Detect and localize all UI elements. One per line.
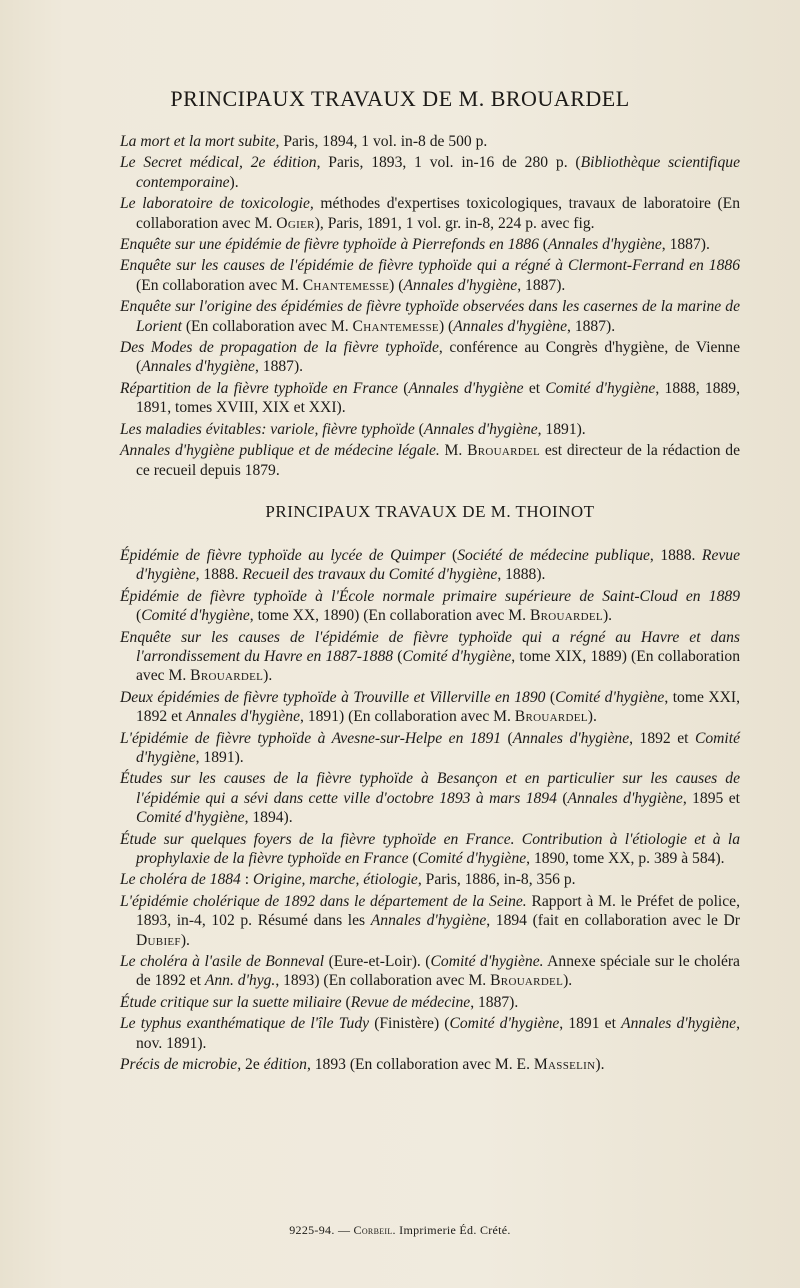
entry-text: ), Paris, 1891, 1 vol. gr. in-8, 224 p. avec fig.: [314, 214, 595, 232]
entry-text: , 1888).: [497, 566, 546, 584]
entry-title-text: Le laboratoire de toxicologie,: [120, 195, 314, 213]
entry-title-text: Annales d'hygiène: [567, 789, 683, 807]
entry-title-text: Comité d'hygiène: [136, 729, 740, 766]
entry-text: ).: [229, 173, 239, 191]
entry-title-text: Le typhus exanthématique de l'île Tudy: [120, 1015, 370, 1033]
page-header: PRINCIPAUX TRAVAUX DE M. BROUARDEL: [170, 86, 630, 111]
entry-text: , 1888, 1889, 1891, tomes XVIII, XIX et XXI).: [136, 379, 740, 417]
entry-title-text: Comité d'hygiène: [545, 379, 656, 397]
bibliography-entry: [120, 830, 740, 869]
entry-text: ).: [587, 708, 597, 726]
entry-title-text: Comité d'hygiène: [402, 647, 512, 665]
author-name: Dubief: [136, 931, 181, 949]
entry-title-text: Annales d'hygiène: [408, 379, 524, 397]
entry-text: , tome XX, 1890) (En collaboration avec M.: [249, 607, 530, 625]
entry-text: (Finistère) (: [369, 1015, 450, 1033]
entry-text: , Paris, 1894, 1 vol. in-8 de 500 p.: [275, 133, 488, 150]
entry-text: , 2e: [237, 1056, 264, 1074]
entry-text: , 1891).: [537, 420, 586, 438]
bibliography-entry: [120, 235, 740, 254]
entry-text: , 1891).: [195, 748, 244, 766]
entry-text: (: [136, 607, 142, 625]
entry-title-text: Comité d'hygiène.: [430, 953, 544, 971]
bibliography-entry: [120, 587, 740, 626]
entry-text: (: [414, 420, 424, 438]
entry-text: , 1894).: [244, 809, 293, 827]
entry-title-text: Enquête sur les causes de l'épidémie de fièvre typhoïde qui a régné au Havre et dans l'arrondissement du Havre en 1887-1888: [120, 628, 740, 665]
entry-title-text: édition: [263, 1056, 307, 1074]
entry-text: Annexe spéciale sur le choléra de 1892 et: [136, 953, 740, 990]
entry-title-text: Annales d'hygiène: [186, 708, 301, 726]
author-name: Brouardel: [514, 708, 588, 726]
bibliography-entry: [120, 1014, 740, 1053]
entry-title-text: Bibliothèque scientifique contemporaine: [136, 154, 741, 191]
entry-title-text: Comité d'hygiène: [141, 607, 250, 625]
entry-title-text: Les maladies évitables: variole, fièvre typhoïde: [120, 420, 415, 438]
entry-title-text: Annales d'hygiène: [370, 912, 487, 930]
author-name: Chantemesse: [302, 276, 390, 294]
entry-text: , nov. 1891).: [136, 1015, 740, 1052]
entry-text: (En collaboration avec M.: [181, 317, 353, 335]
bibliography-entry: [120, 153, 740, 192]
entry-title-text: Épidémie de fièvre typhoïde à l'École normale primaire supérieure de Saint-Cloud en 1889: [120, 587, 740, 605]
entry-text: , tome XXI, 1892 et: [136, 688, 740, 726]
entry-title-text: Épidémie de fièvre typhoïde au lycée de Quimper: [120, 546, 446, 564]
entry-text: ) (: [389, 276, 404, 294]
entry-text: , 1887).: [567, 317, 616, 335]
entry-title-text: Études sur les causes de la fièvre typhoïde à Besançon et en particulier sur les causes de l'épidémie qui a sévi dans cette ville d'octobre 1893 à mars 1894: [120, 770, 740, 807]
bibliography-entry: [120, 1055, 740, 1074]
thoinot-bibliography: [120, 546, 740, 1075]
bibliography-entry: [120, 729, 740, 768]
entry-title-text: Annales d'hygiène: [621, 1015, 737, 1033]
entry-text: , Paris, 1893, 1 vol. in-16 de 280 p. (: [316, 154, 581, 172]
bibliography-entry: [120, 952, 740, 991]
entry-text: (: [445, 546, 458, 564]
entry-title-text: Annales d'hygiène: [141, 358, 255, 376]
author-name: Ogier: [276, 214, 315, 232]
entry-title-text: Revue d'hygiène: [136, 546, 741, 584]
entry-text: (En collaboration avec M.: [136, 276, 303, 294]
entry-title-text: Le Secret médical, 2e édition: [120, 154, 317, 172]
bibliography-entry: [120, 769, 740, 827]
entry-title-text: Comité d'hygiène: [449, 1015, 560, 1033]
entry-title-text: Comité d'hygiène: [555, 688, 665, 706]
entry-text: , 1887).: [661, 236, 710, 254]
bibliography-entry: [120, 256, 740, 295]
entry-title-text: Comité d'hygiène: [136, 809, 245, 827]
entry-text: ).: [595, 1056, 605, 1074]
entry-title-text: Enquête sur une épidémie de fièvre typhoïde à Pierrefonds en 1886: [120, 236, 539, 254]
printer-footer: [0, 1223, 800, 1238]
footer-dash: —: [334, 1223, 354, 1237]
entry-title-text: Le choléra à l'asile de Bonneval: [120, 953, 325, 971]
entry-title-text: Annales d'hygiène: [403, 276, 518, 294]
entry-title-text: Comité d'hygiène: [417, 850, 527, 867]
bibliography-entry: [120, 870, 740, 889]
bibliography-entry: [120, 132, 740, 151]
entry-title-text: Enquête sur l'origine des épidémies de fièvre typhoïde observées dans les casernes de la marine de Lorient: [120, 298, 740, 335]
brouardel-bibliography: [120, 132, 740, 480]
author-name: Brouardel: [529, 607, 603, 625]
entry-title-text: Des Modes de propagation de la fièvre typhoïde: [120, 339, 439, 357]
entry-text: , 1887).: [517, 276, 566, 294]
entry-title-text: Société de médecine publique: [457, 546, 650, 564]
entry-title-text: Enquête sur les causes de l'épidémie de fièvre typhoïde qui a régné à Clermont-Ferrand en 1886: [120, 257, 740, 275]
entry-text: , 1894 (fait en collaboration avec le Dr: [486, 912, 741, 930]
entry-text: Rapport à M. le Préfet de police, 1893, in-4, 102 p. Résumé dans les: [136, 892, 740, 930]
entry-text: ).: [180, 931, 190, 949]
entry-title-text: Origine, marche, étiologie: [252, 871, 418, 889]
entry-title-text: Annales d'hygiène: [512, 729, 630, 747]
entry-title-text: L'épidémie cholérique de 1892 dans le département de la Seine.: [120, 892, 527, 910]
entry-text: , 1891 et: [559, 1015, 622, 1033]
entry-text: , 1891) (En collaboration avec M.: [300, 708, 515, 726]
author-name: Chantemesse: [352, 317, 439, 335]
entry-text: ).: [263, 667, 273, 685]
entry-title-text: La mort et la mort subite: [120, 133, 276, 150]
bibliography-entry: [120, 194, 740, 233]
printer-name: Imprimerie Éd. Crété.: [395, 1223, 511, 1237]
entry-title-text: Annales d'hygiène: [423, 420, 538, 438]
entry-text: , 1892 et: [629, 729, 695, 747]
entry-text: , 1890, tome XX, p. 389 à 584).: [526, 850, 725, 867]
entry-text: :: [240, 871, 253, 889]
entry-text: (: [341, 993, 351, 1011]
bibliography-entry: [120, 420, 740, 439]
entry-text: (: [501, 729, 513, 747]
print-number: 9225-94.: [289, 1223, 335, 1237]
entry-title-text: Répartition de la fièvre typhoïde en France: [120, 379, 398, 397]
printer-city: Corbeil.: [353, 1223, 396, 1237]
entry-title-text: Recueil des travaux du Comité d'hygiène: [242, 566, 498, 584]
bibliography-entry: [120, 993, 740, 1012]
entry-title-text: Étude critique sur la suette miliaire: [120, 993, 342, 1011]
entry-text: , conférence au Congrès d'hygiène, de Vienne (: [136, 339, 740, 376]
thoinot-section-title: PRINCIPAUX TRAVAUX DE M. THOINOT: [265, 501, 595, 521]
entry-title-text: L'épidémie de fièvre typhoïde à Avesne-sur-Helpe en 1891: [120, 729, 502, 747]
entry-text: (: [556, 789, 568, 807]
author-name: Masselin: [533, 1056, 596, 1074]
entry-text: ).: [563, 972, 573, 990]
entry-text: et: [523, 379, 546, 397]
author-name: Brouardel: [467, 442, 541, 460]
entry-text: ).: [602, 607, 613, 625]
entry-text: , 1888.: [649, 546, 702, 564]
entry-text: , 1887).: [470, 993, 519, 1011]
bibliography-entry: [120, 441, 740, 480]
entry-text: , tome XIX, 1889) (En collaboration avec M.: [136, 647, 741, 685]
entry-title-text: Deux épidémies de fièvre typhoïde à Trouville et Villerville en 1890: [120, 688, 546, 706]
entry-text: (: [397, 379, 409, 397]
entry-title-text: Le choléra de 1884: [120, 871, 241, 889]
entry-text: , 1893) (En collaboration avec M.: [275, 972, 491, 990]
entry-title-text: Ann. d'hyg.: [204, 972, 276, 990]
author-name: Brouardel: [190, 667, 264, 685]
entry-text: (Eure-et-Loir). (: [324, 953, 431, 971]
content-area: [120, 132, 740, 1076]
entry-title-text: Précis de microbie: [120, 1056, 238, 1074]
author-name: Brouardel: [490, 972, 564, 990]
entry-text: (: [408, 850, 418, 867]
entry-title-text: Annales d'hygiène publique et de médecine légale.: [120, 442, 440, 460]
entry-text: , 1893 (En collaboration avec M. E.: [306, 1056, 534, 1074]
bibliography-entry: [120, 892, 740, 950]
entry-title-text: Étude sur quelques foyers de la fièvre typhoïde en France. Contribution à l'étiologie et à la prophylaxie de la fièvre typhoïde en France: [120, 830, 740, 867]
entry-text: M.: [439, 442, 468, 460]
entry-text: ) (: [438, 317, 454, 335]
bibliography-entry: [120, 338, 740, 377]
entry-text: , 1888.: [195, 566, 243, 584]
entry-text: (: [545, 688, 556, 706]
entry-text: , 1887).: [254, 358, 304, 376]
bibliography-entry: [120, 379, 740, 418]
entry-text: , 1895 et: [682, 789, 741, 807]
entry-text: , Paris, 1886, in-8, 356 p.: [417, 871, 576, 889]
entry-title-text: Annales d'hygiène: [548, 236, 662, 254]
entry-text: est directeur de la rédaction de ce recueil depuis 1879.: [136, 442, 741, 479]
entry-text: (: [393, 647, 403, 665]
bibliography-entry: [120, 297, 740, 336]
entry-text: (: [538, 236, 548, 254]
bibliography-entry: [120, 546, 740, 585]
bibliography-entry: [120, 628, 740, 686]
bibliography-entry: [120, 688, 740, 727]
entry-title-text: Revue de médecine: [350, 993, 471, 1011]
entry-text: méthodes d'expertises toxicologiques, travaux de laboratoire (En collaboration avec M.: [136, 195, 740, 232]
entry-title-text: Annales d'hygiène: [453, 317, 568, 335]
